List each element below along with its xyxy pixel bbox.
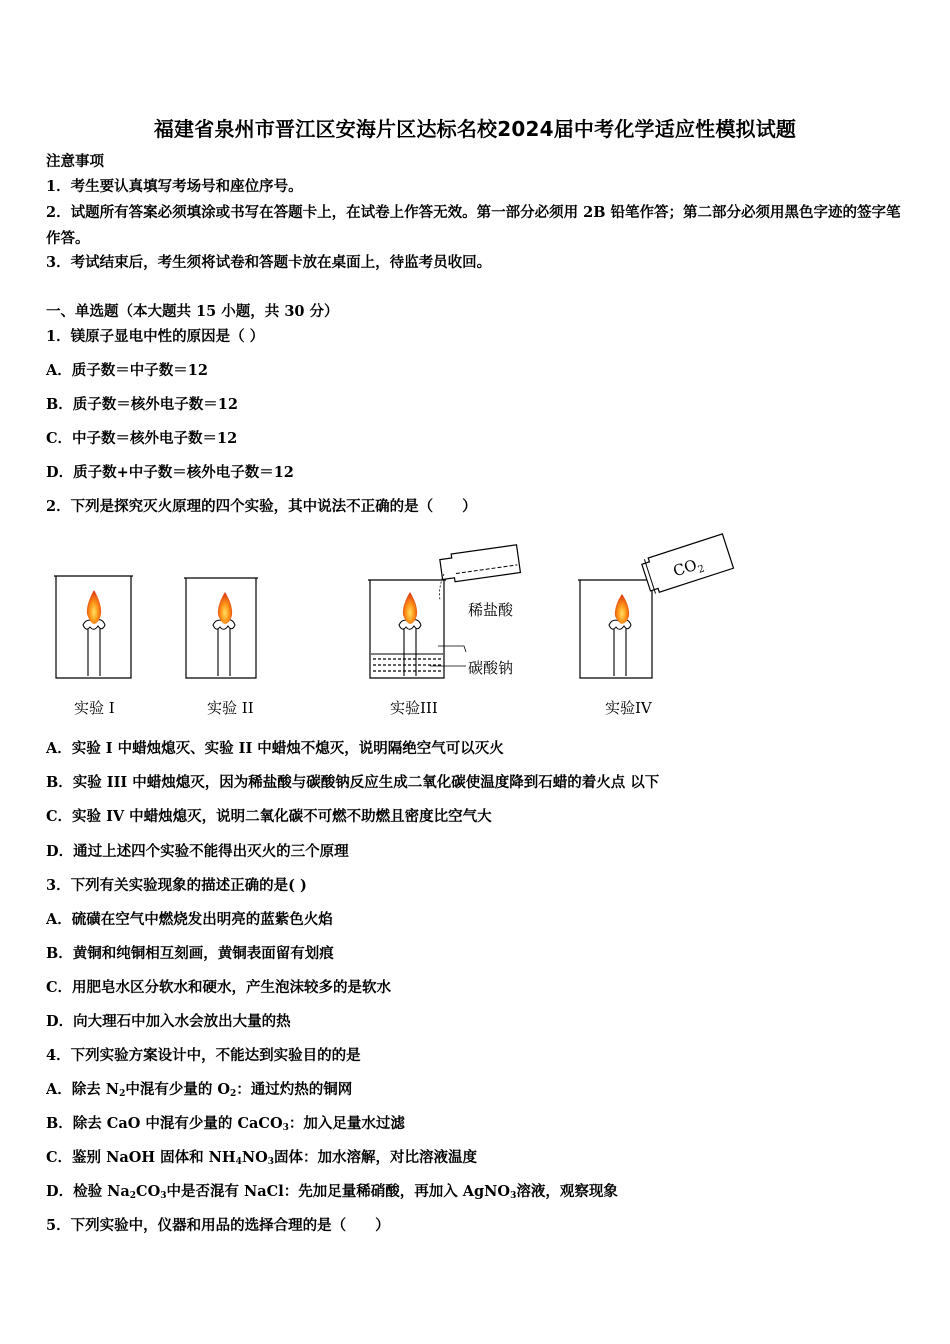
q3-option-b: B．黄铜和纯铜相互刻画，黄铜表面留有划痕 [46, 945, 334, 962]
label-experiment-4: 实验IV [605, 699, 652, 717]
beaker-1 [54, 576, 133, 678]
q4-option-b: B．除去 CaO 中混有少量的 CaCO$_3$：加入足量水过滤 [46, 1115, 405, 1133]
experiment-figure [40, 528, 760, 723]
q4-stem: 4．下列实验方案设计中，不能达到实验目的的是 [46, 1047, 361, 1064]
q1-stem: 1．镁原子显电中性的原因是（ ） [46, 328, 265, 345]
q1-option-c: C．中子数＝核外电子数＝12 [46, 430, 238, 447]
q2-option-d: D．通过上述四个实验不能得出灭火的三个原理 [46, 843, 349, 860]
q1-option-b: B．质子数＝核外电子数＝12 [46, 396, 238, 413]
flame-2-icon [218, 592, 232, 624]
q3-option-c: C．用肥皂水区分软水和硬水，产生泡沫较多的是软水 [46, 979, 392, 996]
co2-jar [641, 534, 734, 595]
q4-option-d: D．检验 $Na_2CO_3$中是否混有 NaCl：先加足量稀硝酸，再加入 AgNO$_3$溶液，观察现象 [46, 1183, 618, 1201]
candle-2 [213, 592, 235, 676]
q1-option-d: D．质子数+中子数＝核外电子数＝12 [46, 464, 294, 481]
flame-1-icon [87, 590, 101, 624]
q2-stem: 2．下列是探究灭火原理的四个实验，其中说法不正确的是（ ） [46, 498, 477, 515]
q4-option-c: C．鉴别 NaOH 固体和 $NH_4NO_3$固体：加水溶解，对比溶液温度 [46, 1149, 478, 1167]
q3-option-a: A．硫磺在空气中燃烧发出明亮的蓝紫色火焰 [46, 911, 333, 928]
notice-item-1: 1．考生要认真填写考场号和座位序号。 [46, 178, 303, 195]
notice-item-2: 2．试题所有答案必须填涂或书写在答题卡上，在试卷上作答无效。第一部分必须用 2B 铅笔作答；第二部分必须用黑色字迹的签字笔作答。 [46, 204, 901, 247]
q3-stem: 3．下列有关实验现象的描述正确的是( ) [46, 877, 307, 894]
beaker-3 [368, 545, 520, 678]
label-experiment-3: 实验III [390, 699, 438, 717]
label-experiment-1: 实验 I [74, 699, 115, 717]
candle-3 [399, 592, 421, 676]
q2-option-c: C．实验 IV 中蜡烛熄灭，说明二氧化碳不可燃不助燃且密度比空气大 [46, 808, 492, 825]
section-heading: 一、单选题（本大题共 15 小题，共 30 分） [46, 303, 339, 320]
q1-option-a: A．质子数＝中子数＝12 [46, 362, 208, 379]
co2-label: $CO_2$ [670, 555, 707, 581]
sodium-carbonate-label: 碳酸钠 [468, 659, 514, 677]
q2-option-b: B．实验 III 中蜡烛熄灭，因为稀盐酸与碳酸钠反应生成二氧化碳使温度降到石蜡的着火点 以下 [46, 774, 660, 791]
candle-4 [609, 594, 631, 676]
q4-option-a: A．除去 $N_2$中混有少量的 $O_2$：通过灼热的铜网 [46, 1081, 353, 1099]
beaker-2 [184, 578, 258, 678]
candle-1 [83, 590, 105, 676]
beaker-4 [578, 534, 734, 678]
label-experiment-2: 实验 II [207, 699, 254, 717]
flame-3-icon [403, 592, 417, 624]
sodium-carbonate-solution [371, 654, 443, 671]
hcl-bottle [439, 545, 520, 584]
q3-option-d: D．向大理石中加入水会放出大量的热 [46, 1013, 291, 1030]
q5-stem: 5．下列实验中，仪器和用品的选择合理的是（ ） [46, 1217, 390, 1234]
flame-4-icon [615, 594, 629, 624]
dilute-hcl-label: 稀盐酸 [468, 601, 514, 619]
page-title: 福建省泉州市晋江区安海片区达标名校2024届中考化学适应性模拟试题 [153, 117, 797, 141]
notice-heading: 注意事项 [46, 153, 104, 170]
q2-option-a: A．实验 I 中蜡烛熄灭、实验 II 中蜡烛不熄灭，说明隔绝空气可以灭火 [46, 740, 504, 757]
notice-item-3: 3．考试结束后，考生须将试卷和答题卡放在桌面上，待监考员收回。 [46, 254, 492, 271]
